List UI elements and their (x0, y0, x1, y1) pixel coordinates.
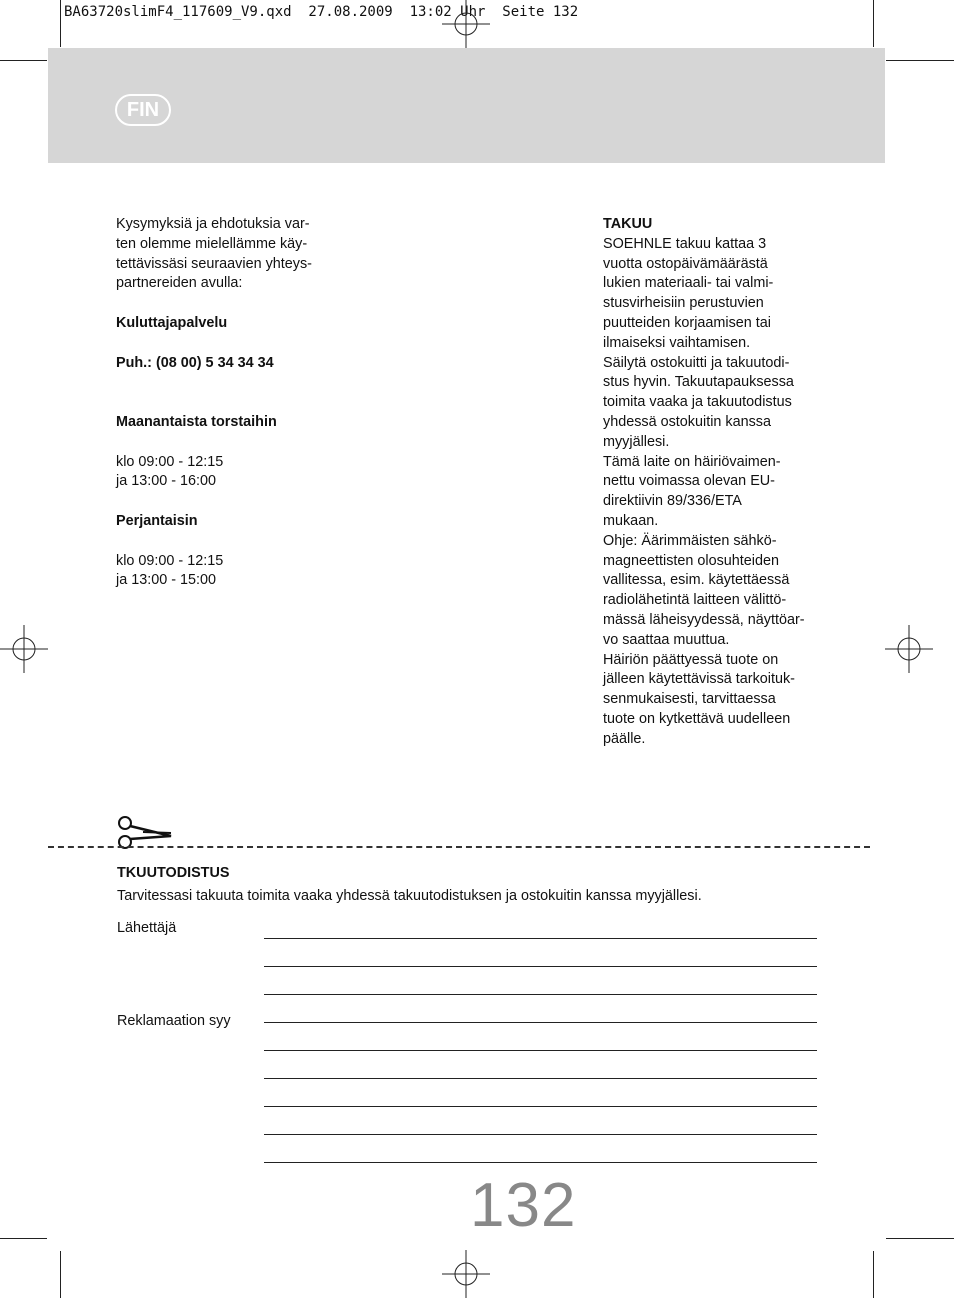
certificate-instructions: Tarvitessasi takuuta toimita vaaka yhdessä takuutodistuksen ja ostokuitin kanssa myyjällesi. (117, 888, 702, 904)
fill-line[interactable] (264, 1022, 817, 1023)
hours-line: ja 13:00 - 16:00 (116, 473, 217, 490)
warranty-line: ilmaiseksi vaihtamisen. (603, 334, 751, 351)
contact-column (116, 215, 346, 591)
intro-line: Kysymyksiä ja ehdotuksia var- (116, 216, 310, 232)
warranty-heading: TAKUU (603, 216, 653, 232)
phone-number: Puh.: (08 00) 5 34 34 34 (116, 354, 274, 371)
warranty-text (603, 235, 843, 750)
certificate-title: TKUUTODISTUS (117, 865, 230, 881)
warranty-line: myyjällesi. (603, 433, 670, 450)
warranty-line: vuotta ostopäivämäärästä (603, 255, 768, 272)
fill-line[interactable] (264, 1050, 817, 1051)
warranty-line: Säilytä ostokuitti ja takuutodi- (603, 354, 790, 371)
warranty-line: vallitessa, esim. käytettäessä (603, 572, 790, 589)
warranty-line: SOEHNLE takuu kattaa 3 (603, 235, 767, 252)
warranty-line: mukaan. (603, 512, 659, 529)
fill-line[interactable] (264, 966, 817, 967)
intro-line: partnereiden avulla: (116, 275, 243, 292)
warranty-line: Häiriön päättyessä tuote on (603, 651, 779, 668)
warranty-line: stusvirheisiin perustuvien (603, 295, 764, 312)
registration-mark-icon (442, 1250, 490, 1298)
print-slug: BA63720slimF4_117609_V9.qxd 27.08.2009 13:02 Uhr Seite 132 (64, 4, 579, 20)
warranty-line: puutteiden korjaamisen tai (603, 314, 771, 331)
registration-mark-icon (442, 0, 490, 48)
warranty-line: yhdessä ostokuitin kanssa (603, 413, 771, 430)
registration-mark-icon (885, 625, 933, 673)
weekday-heading: Maanantaista torstaihin (116, 413, 277, 430)
warranty-line: direktiivin 89/336/ETA (603, 493, 742, 510)
warranty-line: päälle. (603, 730, 646, 747)
warranty-line: magneettisten olosuhteiden (603, 552, 780, 569)
fill-line[interactable] (264, 1078, 817, 1079)
warranty-line: stus hyvin. Takuutapauksessa (603, 374, 794, 391)
warranty-line: nettu voimassa olevan EU- (603, 473, 775, 490)
intro-line: ten olemme mielellämme käy- (116, 235, 308, 252)
warranty-line: Ohje: Äärimmäisten sähkö- (603, 532, 777, 549)
friday-heading: Perjantaisin (116, 512, 198, 529)
warranty-column (603, 215, 843, 750)
page-number: 132 (470, 1171, 577, 1240)
intro-line: tettävissäsi seuraavien yhteys- (116, 255, 312, 272)
crop-mark (886, 60, 954, 61)
fill-line[interactable] (264, 1134, 817, 1135)
fill-line[interactable] (264, 1162, 817, 1163)
warranty-line: radiolähetintä laitteen välittö- (603, 592, 787, 609)
warranty-line: lukien materiaali- tai valmi- (603, 275, 774, 292)
crop-mark (873, 0, 874, 47)
warranty-line: mässä läheisyydessä, näyttöar- (603, 611, 805, 628)
hours-line: ja 13:00 - 15:00 (116, 572, 217, 589)
cut-line (48, 846, 870, 848)
header-band (48, 48, 885, 163)
language-badge: FIN (115, 94, 171, 126)
registration-mark-icon (0, 625, 48, 673)
fill-line[interactable] (264, 1106, 817, 1107)
fill-line[interactable] (264, 994, 817, 995)
warranty-line: Tämä laite on häiriövaimen- (603, 453, 781, 470)
crop-mark (886, 1238, 954, 1239)
warranty-line: vo saattaa muuttua. (603, 631, 730, 648)
crop-mark (60, 0, 61, 47)
crop-mark (873, 1251, 874, 1298)
crop-mark (60, 1251, 61, 1298)
hours-line: klo 09:00 - 12:15 (116, 453, 224, 470)
hours-line: klo 09:00 - 12:15 (116, 552, 224, 569)
warranty-line: toimita vaaka ja takuutodistus (603, 394, 792, 411)
crop-mark (0, 60, 47, 61)
crop-mark (0, 1238, 47, 1239)
warranty-line: tuote on kytkettävä uudelleen (603, 710, 791, 727)
sender-label: Lähettäjä (117, 920, 177, 936)
warranty-line: senmukaisesti, tarvittaessa (603, 691, 776, 708)
warranty-line: jälleen käytettävissä tarkoituk- (603, 671, 795, 688)
reason-label: Reklamaation syy (117, 1013, 231, 1029)
fill-line[interactable] (264, 938, 817, 939)
service-heading: Kuluttajapalvelu (116, 314, 228, 331)
